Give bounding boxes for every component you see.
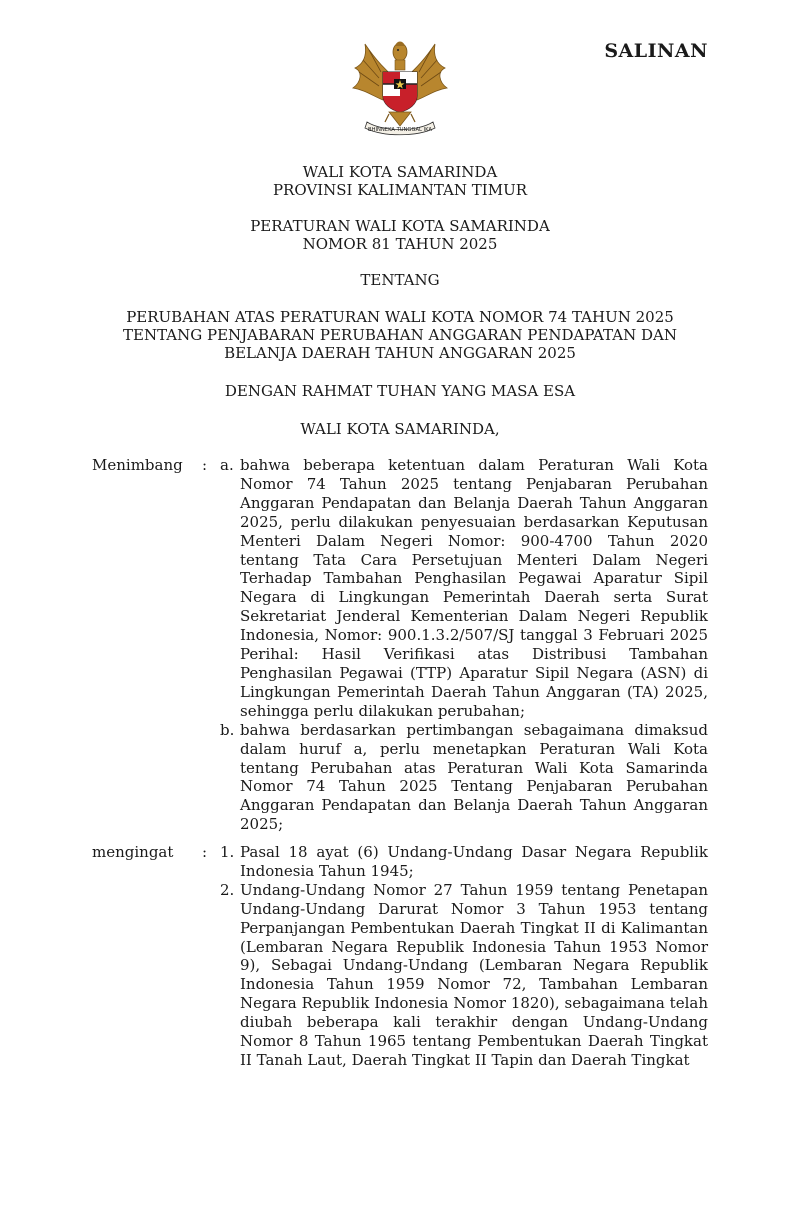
regulation-heading bbox=[0, 217, 800, 253]
regulation-subject bbox=[0, 308, 800, 362]
item-marker: a. bbox=[220, 456, 234, 474]
menimbang-label: Menimbang bbox=[92, 456, 183, 474]
subject-line-2: TENTANG PENJABARAN PERUBAHAN ANGGARAN PENDAPATAN DAN bbox=[123, 326, 677, 344]
regulation-title: PERATURAN WALI KOTA SAMARINDA bbox=[250, 217, 550, 235]
subject-line-1: PERUBAHAN ATAS PERATURAN WALI KOTA NOMOR 74 TAHUN 2025 bbox=[126, 308, 674, 326]
item-marker: 1. bbox=[220, 843, 235, 861]
subject-line-3: BELANJA DAERAH TAHUN ANGGARAN 2025 bbox=[224, 344, 576, 362]
item-text: bahwa berdasarkan pertimbangan sebagaimana dimaksud dalam huruf a, perlu menetapkan Peraturan Wali Kota tentang Perubahan atas Peraturan Wali Kota Samarinda Nomor 74 Tahun 2025 Tentang Penjabaran Perubahan Anggaran Pendapatan dan Belanja Daerah Tahun Anggaran 2025; bbox=[240, 720, 708, 834]
regulation-number: NOMOR 81 TAHUN 2025 bbox=[302, 235, 498, 253]
menimbang-section bbox=[92, 456, 708, 834]
blessing-line: DENGAN RAHMAT TUHAN YANG MASA ESA bbox=[224, 382, 576, 400]
mengingat-item-1 bbox=[220, 843, 708, 881]
mengingat-section bbox=[92, 843, 708, 1070]
salinan-stamp: SALINAN bbox=[604, 40, 708, 62]
menimbang-colon: : bbox=[202, 456, 208, 474]
item-text: Pasal 18 ayat (6) Undang-Undang Dasar Negara Republik Indonesia Tahun 1945; bbox=[240, 843, 708, 880]
menimbang-item-a bbox=[220, 456, 708, 721]
garuda-emblem-icon bbox=[343, 38, 457, 138]
province-name: PROVINSI KALIMANTAN TIMUR bbox=[272, 181, 528, 199]
official-line: WALI KOTA SAMARINDA, bbox=[300, 420, 500, 438]
about-heading: TENTANG bbox=[360, 271, 440, 289]
item-marker: b. bbox=[220, 720, 235, 739]
svg-text:BHINNEKA TUNGGAL IKA: BHINNEKA TUNGGAL IKA bbox=[368, 127, 432, 133]
item-text: bahwa beberapa ketentuan dalam Peraturan Wali Kota Nomor 74 Tahun 2025 tentang Penjabaran Perubahan Anggaran Pendapatan dan Belanja Daerah Tahun Anggaran 2025, perlu dilakukan penyesuaian berdasarkan Keputusan Menteri Dalam Negeri Nomor: 900-4700 Tahun 2020 tentang Tata Cara Persetujuan Menteri Dalam Negeri Terhadap Tambahan Penghasilan Pegawai Aparatur Sipil Negara di Lingkungan Pemerintah Daerah serta Surat Sekretariat Jenderal Kementerian Dalam Negeri Republik Indonesia, Nomor: 900.1.3.2/507/SJ tanggal 3 Februari 2025 Perihal: Hasil Verifikasi atas Distribusi Tambahan Penghasilan Pegawai (TTP) Aparatur Sipil Negara (ASN) di Lingkungan Pemerintah Daerah Tahun Anggaran (TA) 2025, sehingga perlu dilakukan perubahan; bbox=[240, 456, 708, 720]
mengingat-label: mengingat bbox=[92, 843, 174, 861]
item-text: Undang-Undang Nomor 27 Tahun 1959 tentang Penetapan Undang-Undang Darurat Nomor 3 Tahun 1953 tentang Perpanjangan Pembentukan Daerah Tingkat II di Kalimantan (Lembaran Negara Republik Indonesia Tahun 1953 Nomor 9), Sebagai Undang-Undang (Lembaran Negara Republik Indonesia Tahun 1959 Nomor 72, Tambahan Lembaran Negara Republik Indonesia Nomor 1820), sebagaimana telah diubah beberapa kali terakhir dengan Undang-Undang Nomor 8 Tahun 1965 tentang Pembentukan Daerah Tingkat II Tanah Laut, Daerah Tingkat II Tapin dan Daerah Tingkat bbox=[240, 880, 708, 1069]
mengingat-item-2 bbox=[220, 881, 708, 1070]
mengingat-colon: : bbox=[202, 843, 208, 861]
item-marker: 2. bbox=[220, 880, 235, 899]
menimbang-item-b bbox=[220, 721, 708, 834]
authority-heading bbox=[0, 163, 800, 199]
authority-name: WALI KOTA SAMARINDA bbox=[302, 163, 498, 181]
